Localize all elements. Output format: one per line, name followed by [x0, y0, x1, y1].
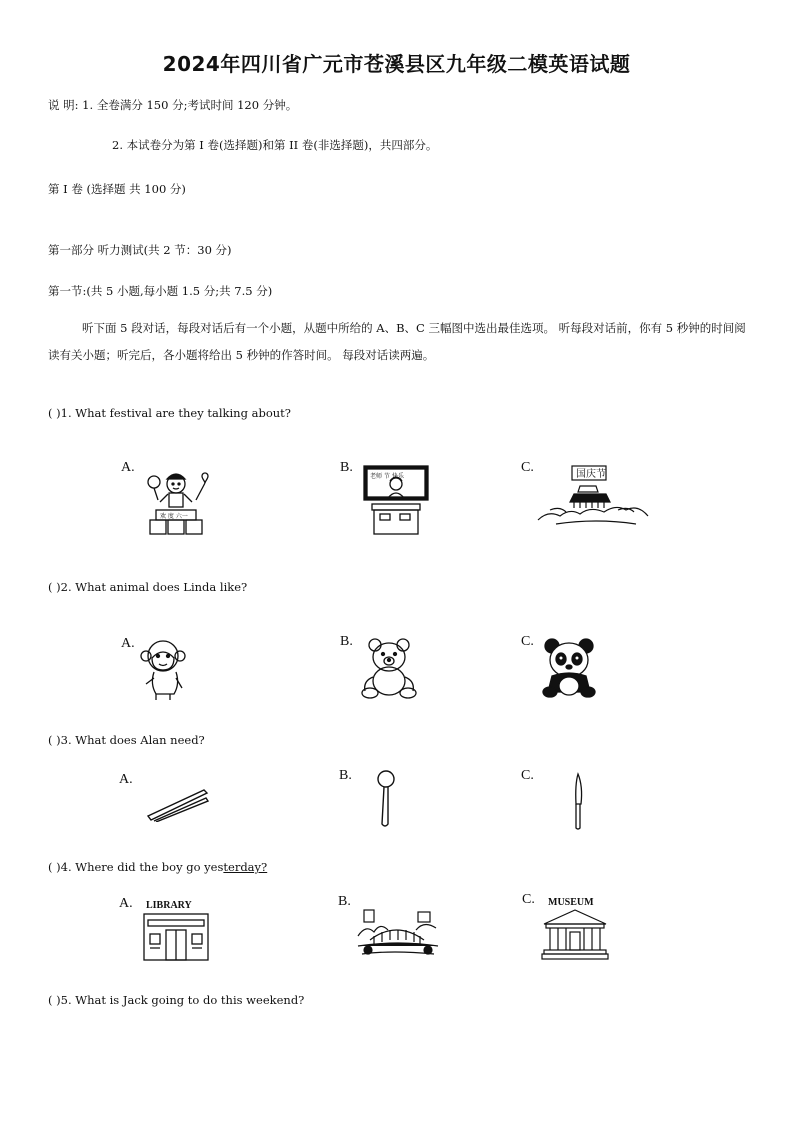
- childrens-day-icon: [140, 462, 212, 536]
- question-prefix: ( )2.: [48, 580, 72, 594]
- question-text-underlined: terday?: [223, 860, 268, 874]
- question-text: What is Jack going to do this weekend?: [75, 993, 305, 1007]
- option-c-label: C.: [522, 892, 535, 907]
- svg-text:老师 节 快乐: 老师 节 快乐: [370, 473, 404, 480]
- panda-icon: [542, 638, 596, 698]
- library-icon: [140, 896, 212, 962]
- option-a-label: A.: [119, 772, 133, 787]
- question-text: What animal does Linda like?: [75, 580, 248, 594]
- knife-icon: [572, 772, 584, 830]
- question-4: [48, 860, 267, 874]
- question-prefix: ( )3.: [48, 733, 72, 747]
- question-prefix: ( )5.: [48, 993, 72, 1007]
- svg-text:LIBRARY: LIBRARY: [146, 900, 192, 911]
- option-b-label: B.: [339, 768, 352, 783]
- chopsticks-icon: [146, 788, 210, 822]
- museum-icon: [540, 894, 610, 962]
- question-1: [48, 406, 291, 420]
- option-c-label: C.: [521, 460, 534, 475]
- question-prefix: ( )1.: [48, 406, 72, 420]
- instructions: 听下面 5 段对话，每段对话后有一个小题，从题中所给的 A、B、C 三幅图中选出最佳选项。 听每段对话前，你有 5 秒钟的时间阅读有关小题；听完后，各小题将给出 5 秒钟的作答时间。 每段对话读两遍。: [48, 321, 746, 362]
- subsection-heading: 第一节:(共 5 小题,每小题 1.5 分;共 7.5 分): [48, 284, 273, 298]
- option-a-label: A.: [119, 896, 133, 911]
- bear-icon: [358, 637, 420, 699]
- exam-title: 2024年四川省广元市苍溪县区九年级二模英语试题: [162, 52, 631, 76]
- question-3: [48, 733, 205, 747]
- option-a-label: A.: [121, 460, 135, 475]
- question-text: What festival are they talking about?: [75, 406, 291, 420]
- note-line-2: 2. 本试卷分为第 I 卷(选择题)和第 II 卷(非选择题)，共四部分。: [112, 138, 438, 152]
- question-5: [48, 993, 304, 1007]
- option-c-label: C.: [521, 634, 534, 649]
- part-heading: 第一部分 听力测试(共 2 节：30 分): [48, 243, 232, 257]
- option-a-label: A.: [121, 636, 135, 651]
- option-b-label: B.: [340, 460, 353, 475]
- spoon-icon: [375, 770, 397, 828]
- note-line-1: 说 明: 1. 全卷满分 150 分;考试时间 120 分钟。: [48, 98, 298, 112]
- svg-text:MUSEUM: MUSEUM: [548, 897, 594, 908]
- option-b-label: B.: [340, 634, 353, 649]
- svg-text:国庆节: 国庆节: [576, 469, 606, 480]
- monkey-icon: [140, 638, 186, 702]
- section-heading: 第 I 卷 (选择题 共 100 分): [48, 182, 186, 196]
- option-b-label: B.: [338, 894, 351, 909]
- national-day-icon: [536, 462, 652, 528]
- question-2: [48, 580, 247, 594]
- question-text: What does Alan need?: [75, 733, 205, 747]
- svg-text:欢 度 六一: 欢 度 六一: [160, 513, 188, 520]
- question-text: Where did the boy go yes: [75, 860, 224, 874]
- option-c-label: C.: [521, 768, 534, 783]
- park-bridge-icon: [356, 906, 440, 960]
- teachers-day-icon: [362, 464, 430, 536]
- question-prefix: ( )4.: [48, 860, 72, 874]
